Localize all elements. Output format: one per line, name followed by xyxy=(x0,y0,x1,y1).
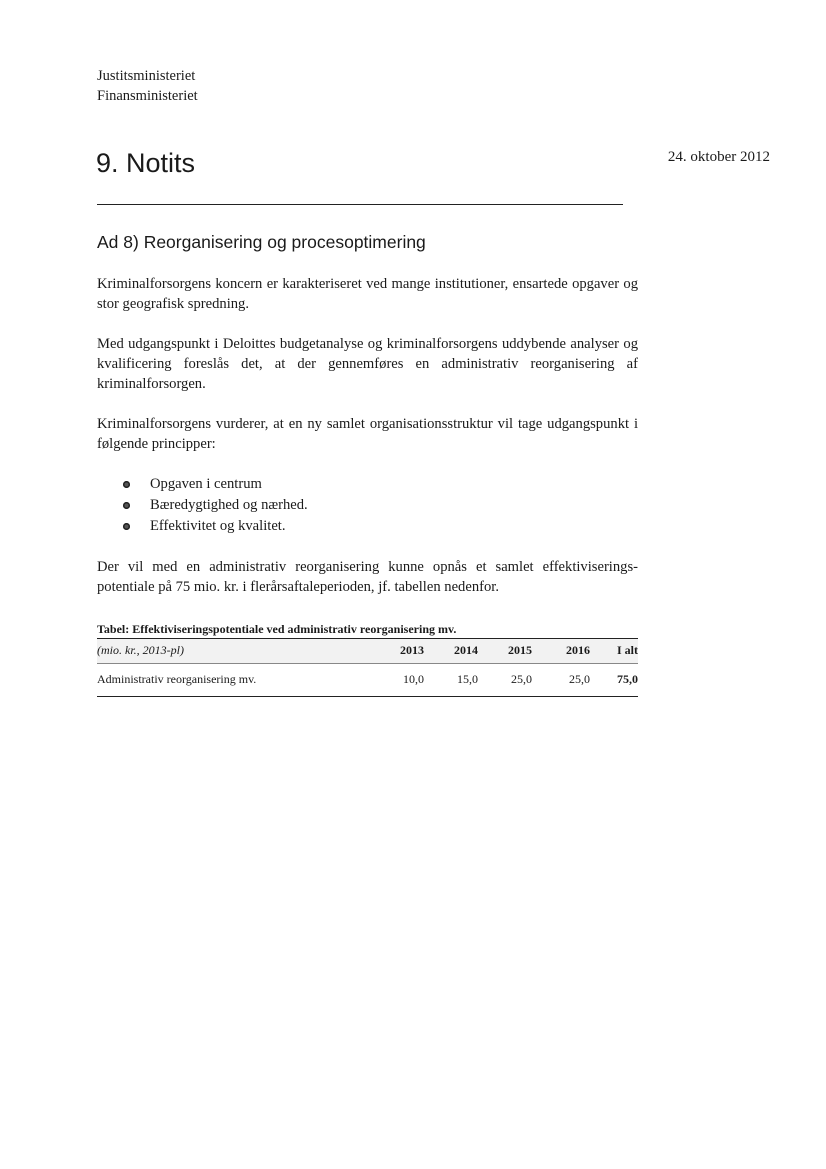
title-divider xyxy=(97,204,623,205)
table-column-header: 2015 xyxy=(508,643,532,658)
table-cell: 25,0 xyxy=(569,672,590,686)
table-cell: 25,0 xyxy=(511,672,532,686)
table-row xyxy=(97,663,638,696)
bullet-icon xyxy=(123,481,130,488)
body-paragraph: Kriminalforsorgens vurderer, at en ny samlet organisationsstruktur vil tage udgangspunkt i følgende principper: xyxy=(97,416,638,452)
table-column-header: I alt xyxy=(617,643,638,658)
ministries-block xyxy=(97,66,198,106)
table-header-row xyxy=(97,639,638,663)
list-item xyxy=(97,516,638,537)
document-date: 24. oktober 2012 xyxy=(667,149,770,165)
body-paragraph: Med udgangspunkt i Deloittes budgetanalyse og kriminalforsorgens uddybende analyser og kvalificering foreslås det, at der gennemføres en administrativ reorganisering af kriminalforsorgen. xyxy=(97,336,638,392)
table-column-header: 2016 xyxy=(566,643,590,658)
list-item xyxy=(97,495,638,516)
efficiency-table-block xyxy=(97,621,638,697)
body-paragraph: Kriminalforsorgens koncern er karakteriseret ved mange institutioner, ensartede opgaver og stor geografisk spredning. xyxy=(97,276,638,312)
table-unit-label: (mio. kr., 2013-pl) xyxy=(97,643,184,658)
table-cell-total: 75,0 xyxy=(617,672,638,686)
list-item xyxy=(97,474,638,495)
bullet-icon xyxy=(123,523,130,530)
section-body xyxy=(97,274,638,617)
ministry-name: Finansministeriet xyxy=(97,88,198,104)
list-item-text: Effektivitet og kvalitet. xyxy=(150,518,286,534)
principles-list xyxy=(97,474,638,537)
ministry-name: Justitsministeriet xyxy=(97,68,196,84)
table-row-label: Administrativ reorganisering mv. xyxy=(97,672,257,686)
bullet-icon xyxy=(123,502,130,509)
list-item-text: Bæredygtighed og nærhed. xyxy=(150,497,308,513)
table-column-header: 2013 xyxy=(400,643,424,658)
body-paragraph: Der vil med en administrativ reorganisering kunne opnås et samlet effektiviserings-potentiale på 75 mio. kr. i flerårsaftaleperioden, jf. tabellen nedenfor. xyxy=(97,559,638,595)
list-item-text: Opgaven i centrum xyxy=(150,476,262,492)
table-cell: 15,0 xyxy=(457,672,478,686)
section-heading: Ad 8) Reorganisering og procesoptimering xyxy=(97,232,426,252)
table-column-header: 2014 xyxy=(454,643,478,658)
table-caption: Tabel: Effektiviseringspotentiale ved administrativ reorganisering mv. xyxy=(97,621,638,639)
table-cell: 10,0 xyxy=(403,672,424,686)
document-title: 9. Notits xyxy=(96,148,196,178)
efficiency-table xyxy=(97,639,638,697)
